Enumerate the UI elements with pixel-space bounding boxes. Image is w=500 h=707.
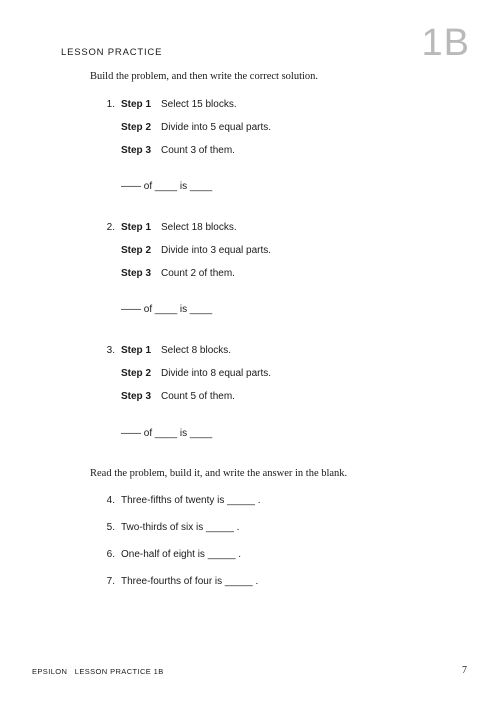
problem-2-step-3 <box>121 268 235 279</box>
step-text: Count 5 of them. <box>161 391 235 402</box>
problem-number: 4. <box>106 495 115 506</box>
step-label: Step 2 <box>121 122 152 133</box>
problem-2-answer-line: —— of ____ is ____ <box>121 304 213 315</box>
problem-number: 3. <box>106 345 115 356</box>
step-label: Step 1 <box>121 99 152 110</box>
problem-1-answer-line: —— of ____ is ____ <box>121 181 213 192</box>
problem-number: 7. <box>106 576 115 587</box>
problem-1-step-1 <box>97 99 237 110</box>
problem-1-step-3 <box>121 145 235 156</box>
step-label: Step 2 <box>121 368 152 379</box>
step-label: Step 1 <box>121 222 152 233</box>
word-problem-7 <box>97 576 258 587</box>
step-text: Select 15 blocks. <box>161 99 237 110</box>
problem-number: 6. <box>106 549 115 560</box>
instructions-part1: Build the problem, and then write the correct solution. <box>90 71 319 82</box>
step-text: Count 3 of them. <box>161 145 235 156</box>
problem-number: 1. <box>106 99 115 110</box>
problem-text: Two-thirds of six is _____ . <box>121 522 240 533</box>
step-text: Count 2 of them. <box>161 268 235 279</box>
footer-label: EPSILON LESSON PRACTICE 1B <box>32 667 164 676</box>
step-text: Select 8 blocks. <box>161 345 232 356</box>
step-label: Step 1 <box>121 345 152 356</box>
problem-text: Three-fifths of twenty is _____ . <box>121 495 261 506</box>
step-text: Divide into 3 equal parts. <box>161 245 272 256</box>
step-text: Divide into 5 equal parts. <box>161 122 272 133</box>
problem-number: 5. <box>106 522 115 533</box>
problem-text: Three-fourths of four is _____ . <box>121 576 259 587</box>
problem-2-step-2 <box>121 245 271 256</box>
word-problem-4 <box>97 495 261 506</box>
step-text: Divide into 8 equal parts. <box>161 368 272 379</box>
problem-text: One-half of eight is _____ . <box>121 549 242 560</box>
problem-3-step-3 <box>121 391 235 402</box>
problem-number: 2. <box>106 222 115 233</box>
problem-3-step-2 <box>121 368 271 379</box>
step-label: Step 3 <box>121 391 152 402</box>
step-label: Step 3 <box>121 145 152 156</box>
problem-1-step-2 <box>121 122 271 133</box>
word-problem-5 <box>97 522 239 533</box>
step-label: Step 2 <box>121 245 152 256</box>
page-number: 7 <box>462 665 467 676</box>
problem-3-answer-line: —— of ____ is ____ <box>121 428 213 439</box>
step-label: Step 3 <box>121 268 152 279</box>
lesson-code: 1B <box>421 22 470 64</box>
step-text: Select 18 blocks. <box>161 222 237 233</box>
lesson-title: LESSON PRACTICE <box>61 47 163 58</box>
problem-2-step-1 <box>97 222 237 233</box>
instructions-part2: Read the problem, build it, and write the answer in the blank. <box>90 468 348 479</box>
word-problem-6 <box>97 549 241 560</box>
problem-3-step-1 <box>97 345 231 356</box>
